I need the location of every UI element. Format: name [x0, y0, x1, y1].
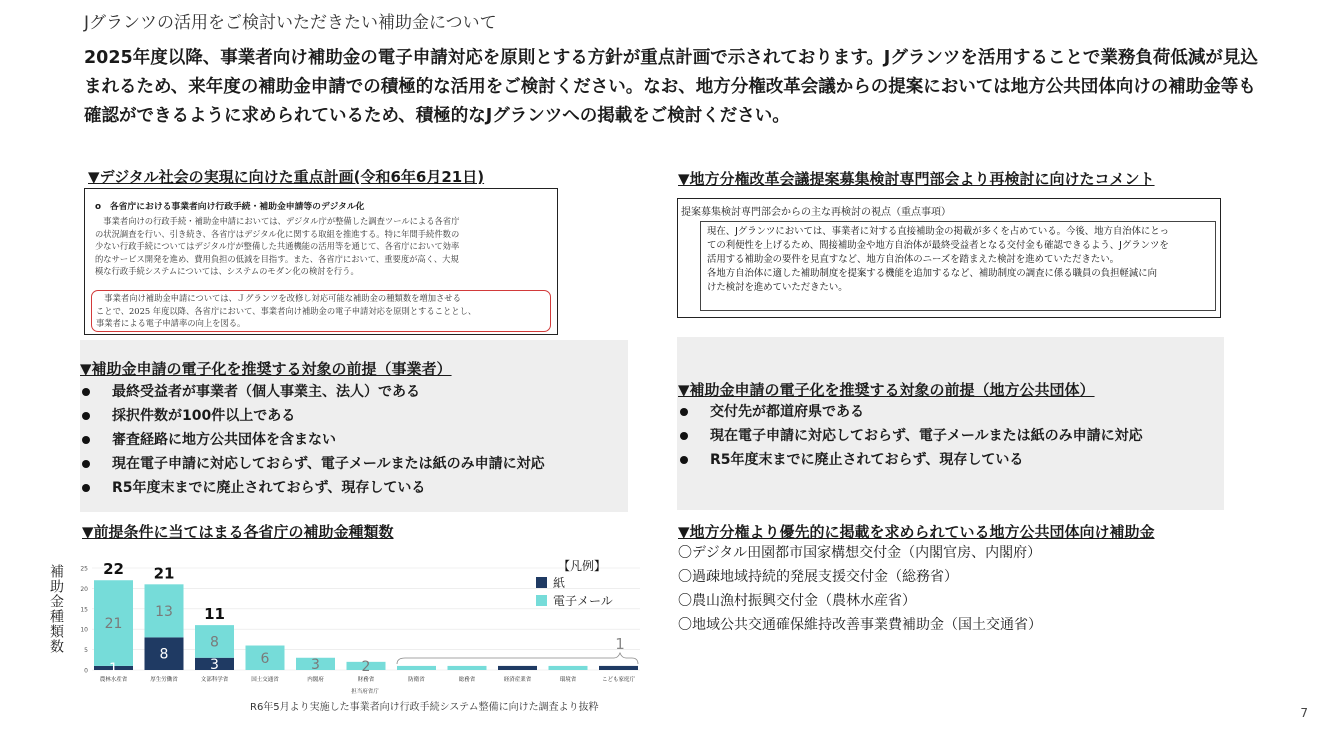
bar-email	[397, 666, 436, 670]
premise-box-business	[80, 340, 628, 512]
chart-ylabel: 補助金種類数	[48, 564, 64, 654]
x-tick-label: 厚生労働省	[150, 677, 178, 683]
highlight-box	[91, 290, 551, 332]
bullet-icon	[82, 484, 90, 492]
bar-chart	[80, 548, 650, 708]
premise-heading-business: ▼補助金申請の電子化を推奨する対象の前提（事業者）	[80, 360, 452, 378]
page-title: Jグランツの活用をご検討いただきたい補助金について	[84, 13, 497, 33]
list-item: 〇デジタル田園都市国家構想交付金（内閣官房、内閣府）	[678, 545, 1042, 561]
plan-excerpt-head: o 各省庁における事業者向け行政手続・補助金申請等のデジタル化	[95, 202, 365, 212]
bullet-icon	[680, 408, 688, 416]
chart-heading: ▼前提条件に当てはまる各省庁の補助金種類数	[82, 523, 394, 541]
premise-list-local-gov	[678, 400, 1143, 472]
list-item: 〇農山漁村振興交付金（農林水産省）	[678, 593, 916, 609]
priority-heading: ▼地方分権より優先的に掲載を求められている地方公共団体向け補助金	[678, 523, 1155, 541]
legend-label-paper: 紙	[553, 576, 566, 590]
list-item: R5年度末までに廃止されておらず、現存している	[678, 448, 1143, 472]
page-number: 7	[1300, 706, 1308, 720]
legend-label-email: 電子メール	[553, 594, 613, 608]
data-label-total: 21	[153, 564, 175, 583]
highlight-line: ことで、2025 年度以降、各省庁において、事業者向け補助金の電子申請対応を原則とすることとし、	[96, 305, 477, 316]
bullet-icon	[82, 460, 90, 468]
bar-paper	[498, 666, 537, 670]
list-item: 現在電子申請に対応しておらず、電子メールまたは紙のみ申請に対応	[678, 424, 1143, 448]
bullet-icon	[82, 388, 90, 396]
y-tick-label: 0	[84, 667, 88, 675]
data-label-email: 8	[210, 634, 219, 651]
bullet-icon	[82, 436, 90, 444]
comment-line: ての利便性を上げるため、間接補助金や地方自治体が最終受益者となる交付金も確認できるよう、Jグランツを	[707, 240, 1169, 251]
highlight-line: 事業者による電子申請率の向上を図る。	[96, 318, 246, 329]
premise-box-local-gov	[677, 337, 1224, 510]
premise-heading-local-gov: ▼補助金申請の電子化を推奨する対象の前提（地方公共団体）	[678, 381, 1095, 399]
bullet-icon	[82, 412, 90, 420]
data-label-email: 21	[104, 616, 123, 633]
x-tick-label: 経済産業省	[503, 677, 532, 683]
list-item: 最終受益者が事業者（個人事業主、法人）である	[80, 380, 545, 404]
y-tick-label: 25	[80, 565, 88, 573]
chart-caption: R6年5月より実施した事業者向け行政手続システム整備に向けた調査より抜粋	[250, 702, 599, 713]
list-item: 審査経路に地方公共団体を含まない	[80, 428, 545, 452]
bullet-icon	[680, 456, 688, 464]
x-tick-label: 国土交通省	[251, 677, 279, 683]
data-label-paper: 8	[159, 646, 169, 663]
comment-line: 各地方自治体に適した補助制度を提案する機能を追加するなど、補助制度の調査に係る職員の負担軽減に向	[707, 268, 1158, 279]
excerpt-line: 少ない行政手続についてはデジタル庁が整備した共通機能の活用等を通じて、各省庁において効率	[95, 241, 460, 252]
x-tick-label: 財務省	[357, 677, 375, 683]
comment-title: 提案募集検討専門部会からの主な再検討の視点（重点事項）	[681, 207, 951, 218]
plan-excerpt-body	[95, 215, 459, 278]
bar-email	[549, 666, 588, 670]
x-tick-label: こども家庭庁	[601, 677, 636, 683]
data-label-email: 6	[260, 650, 270, 667]
excerpt-line: 模な行政手続システムについては、システムのモダン化の検討を行う。	[95, 266, 359, 277]
legend-swatch-paper	[536, 577, 547, 588]
data-label-email: 2	[361, 658, 371, 675]
lead-paragraph: 2025年度以降、事業者向け補助金の電子申請対応を原則とする方針が重点計画で示されております。Jグランツを活用することで業務負荷低減が見込まれるため、来年度の補助金申請での積極的な活用をご検討ください。なお、地方分権改革会議からの提案においては地方公共団体向けの補助金等も確認ができるように求められているため、積極的なJグランツへの掲載をご検討ください。	[84, 48, 1258, 126]
y-tick-label: 15	[80, 606, 88, 614]
legend-swatch-email	[536, 595, 547, 606]
comment-line: 活用する補助金の要件を見直すなど、地方自治体のニーズを踏まえた検討を進めていただきたい。	[707, 254, 1120, 265]
data-label-email: 13	[155, 603, 173, 620]
bracket-label: 1	[615, 635, 625, 653]
bar-paper	[599, 666, 638, 670]
bracket	[397, 653, 638, 664]
premise-list-business	[80, 380, 545, 500]
x-tick-label: 文部科学省	[200, 677, 229, 683]
chart-xlabel: 担当府省庁	[351, 689, 379, 695]
x-tick-label: 内閣府	[307, 677, 324, 683]
list-item: 現在電子申請に対応しておらず、電子メールまたは紙のみ申請に対応	[80, 452, 545, 476]
list-item: R5年度末までに廃止されておらず、現存している	[80, 476, 545, 500]
bullet-icon	[680, 432, 688, 440]
x-tick-label: 総務省	[458, 677, 476, 683]
list-item: 〇過疎地域持続的発展支援交付金（総務省）	[678, 569, 958, 585]
data-label-paper: 1	[109, 660, 118, 677]
data-label-email: 3	[311, 656, 320, 673]
comment-image	[677, 198, 1221, 318]
highlight-line: 事業者向け補助金申請については、Ｊグランツを改修し対応可能な補助金の種類数を増加させる	[96, 293, 461, 303]
comment-heading: ▼地方分権改革会議提案募集検討専門部会より再検討に向けたコメント	[678, 170, 1155, 188]
bar-email	[448, 666, 487, 670]
y-tick-label: 5	[84, 647, 88, 655]
excerpt-line: 事業者向けの行政手続・補助金申請においては、デジタル庁が整備した調査ツールによる各省庁	[95, 216, 460, 226]
y-tick-label: 20	[80, 585, 88, 593]
x-tick-label: 環境省	[559, 677, 577, 683]
plan-heading: ▼デジタル社会の実現に向けた重点計画(令和6年6月21日)	[88, 168, 485, 186]
data-label-total: 22	[103, 560, 124, 579]
plan-excerpt-image	[84, 188, 558, 335]
comment-line: けた検討を進めていただきたい。	[707, 282, 848, 293]
y-tick-label: 10	[80, 626, 88, 634]
list-item: 採択件数が100件以上である	[80, 404, 545, 428]
x-tick-label: 農林水産省	[99, 677, 128, 683]
comment-inner-box	[700, 221, 1216, 311]
legend-title: 【凡例】	[558, 559, 607, 573]
excerpt-line: の状況調査を行い、引き続き、各省庁はデジタル化に関する取組を推進する。特に年間手続件数の	[95, 228, 460, 239]
list-item: 交付先が都道府県である	[678, 400, 1143, 424]
x-tick-label: 防衛省	[408, 677, 425, 683]
priority-list	[678, 541, 1042, 637]
comment-line: 現在、Jグランツにおいては、事業者に対する直接補助金の掲載が多くを占めている。今後、地方自治体にとっ	[707, 226, 1169, 237]
list-item: 〇地域公共交通確保維持改善事業費補助金（国土交通省）	[678, 617, 1042, 633]
data-label-paper: 3	[210, 656, 219, 673]
excerpt-line: 的なサービス開発を進め、費用負担の低減を目指す。また、各省庁において、重要度が高く、大規	[95, 253, 459, 264]
data-label-total: 11	[204, 605, 225, 624]
